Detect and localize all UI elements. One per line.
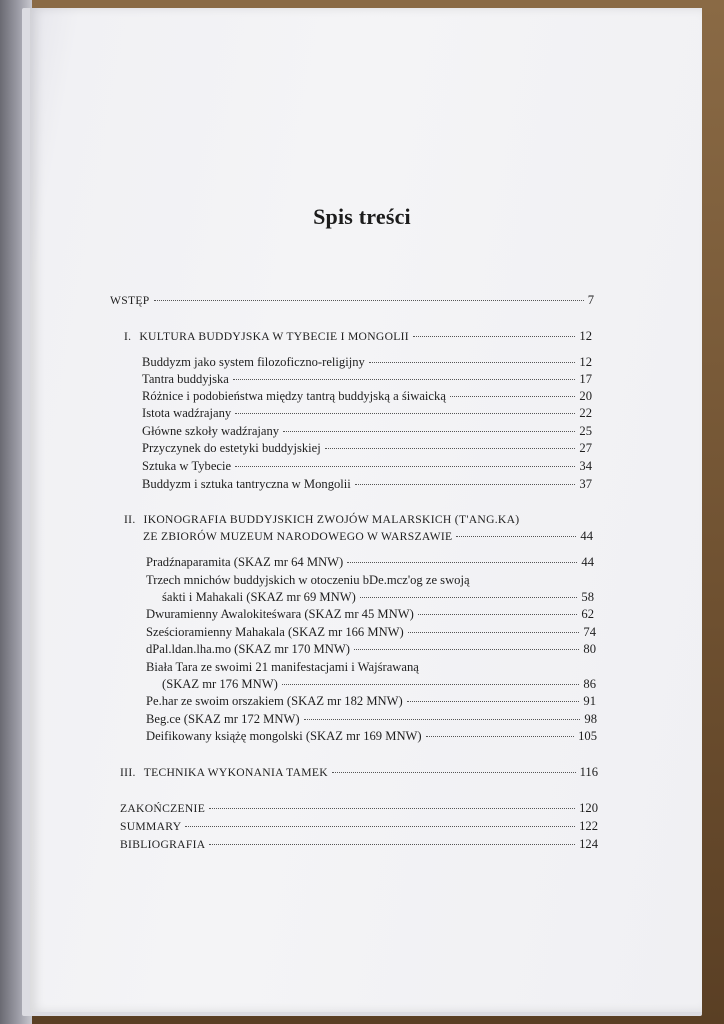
toc-entry-label: SUMMARY xyxy=(120,820,182,833)
toc-entry xyxy=(142,355,592,370)
toc-entry-page: 122 xyxy=(579,819,598,833)
toc-entry-bibliografia xyxy=(120,837,598,852)
toc-entry-page: 44 xyxy=(581,555,594,569)
toc-entry-label: (SKAZ mr 176 MNW) xyxy=(162,677,278,691)
page-title: Spis treści xyxy=(313,204,411,229)
toc-leader-dots xyxy=(360,597,578,598)
toc-chapter-number: I. xyxy=(124,330,132,343)
toc-entry-label: IKONOGRAFIA BUDDYJSKICH ZWOJÓW MALARSKICH (T'ANG.KA) xyxy=(143,513,520,526)
toc-entry-page: 120 xyxy=(579,801,598,815)
toc-leader-dots xyxy=(408,632,580,633)
toc-entry-summary xyxy=(120,819,598,834)
toc-leader-dots xyxy=(209,844,575,845)
toc-entry-page: 116 xyxy=(579,765,598,779)
toc-entry-page: 25 xyxy=(579,424,592,438)
toc-entry-page: 74 xyxy=(583,625,596,639)
toc-entry-label: Pe.har ze swoim orszakiem (SKAZ mr 182 MNW) xyxy=(146,694,403,708)
toc-chapter-1 xyxy=(124,329,592,344)
toc-entry-label: Główne szkoły wadźrajany xyxy=(142,424,280,438)
toc-entry-label: ZAKOŃCZENIE xyxy=(120,802,206,815)
toc-entry-label: śakti i Mahakali (SKAZ mr 69 MNW) xyxy=(162,590,356,604)
toc-entry xyxy=(146,555,594,570)
toc-leader-dots xyxy=(354,649,579,650)
toc-chapter-number: II. xyxy=(124,513,136,526)
toc-entry-page: 37 xyxy=(579,477,592,491)
toc-entry xyxy=(142,406,592,421)
toc-entry xyxy=(146,607,594,622)
toc-entry-label: KULTURA BUDDYJSKA W TYBECIE I MONGOLII xyxy=(139,330,409,343)
toc-entry-page: 91 xyxy=(583,694,596,708)
toc-leader-dots xyxy=(185,826,575,827)
toc-entry-page: 22 xyxy=(579,406,592,420)
toc-entry xyxy=(142,459,592,474)
toc-entry xyxy=(142,372,592,387)
toc-entry xyxy=(146,729,597,744)
toc-entry-label: ZE ZBIORÓW MUZEUM NARODOWEGO W WARSZAWIE xyxy=(143,530,453,543)
toc-entry-label: TECHNIKA WYKONANIA TAMEK xyxy=(143,766,328,779)
toc-entry-label: Różnice i podobieństwa między tantrą buddyjską a śiwaicką xyxy=(142,389,446,403)
toc-entry-label: Tantra buddyjska xyxy=(142,372,229,386)
toc-entry-label: BIBLIOGRAFIA xyxy=(120,838,206,851)
toc-entry xyxy=(142,424,592,439)
toc-entry-label: dPal.ldan.lha.mo (SKAZ mr 170 MNW) xyxy=(146,642,350,656)
toc-entry-label: Istota wadźrajany xyxy=(142,406,232,420)
toc-leader-dots xyxy=(209,808,575,809)
toc-entry-page: 7 xyxy=(587,293,594,307)
toc-leader-dots xyxy=(355,484,576,485)
toc-chapter-2 xyxy=(143,529,593,544)
toc-leader-dots xyxy=(283,431,575,432)
toc-leader-dots xyxy=(426,736,574,737)
toc-entry xyxy=(146,694,596,709)
toc-entry-page: 27 xyxy=(579,441,592,455)
toc-leader-dots xyxy=(282,684,580,685)
toc-entry-label: Pradźnaparamita (SKAZ mr 64 MNW) xyxy=(146,555,344,569)
toc-entry-page: 124 xyxy=(579,837,598,851)
toc-entry-line: Biała Tara ze swoimi 21 manifestacjami i Wajśrawaną xyxy=(146,660,419,674)
toc-entry-page: 12 xyxy=(579,329,592,343)
toc-chapter-number: III. xyxy=(120,766,136,779)
toc-entry xyxy=(146,642,596,657)
toc-leader-dots xyxy=(407,701,580,702)
toc-entry-page: 105 xyxy=(578,729,597,743)
toc-leader-dots xyxy=(413,336,575,337)
toc-entry-page: 80 xyxy=(583,642,596,656)
toc-leader-dots xyxy=(450,396,575,397)
toc-entry-label: Dwuramienny Awalokiteśwara (SKAZ mr 45 MNW) xyxy=(146,607,414,621)
toc-entry-line: Trzech mnichów buddyjskich w otoczeniu bDe.mcz'og ze swoją xyxy=(146,573,470,587)
toc-entry xyxy=(146,712,597,727)
toc-chapter-3 xyxy=(120,765,598,780)
toc-leader-dots xyxy=(332,772,576,773)
toc-entry-page: 12 xyxy=(579,355,592,369)
toc-entry xyxy=(162,677,596,692)
toc-entry-page: 86 xyxy=(583,677,596,691)
toc-entry-zakonczenie xyxy=(120,801,598,816)
toc-entry-label: Buddyzm i sztuka tantryczna w Mongolii xyxy=(142,477,351,491)
book-page xyxy=(30,8,702,1012)
toc-entry-label: Sześcioramienny Mahakala (SKAZ mr 166 MNW) xyxy=(146,625,404,639)
toc-leader-dots xyxy=(456,536,576,537)
toc-leader-dots xyxy=(418,614,578,615)
toc-entry-wstep xyxy=(110,293,594,308)
toc-entry xyxy=(146,625,596,640)
toc-entry xyxy=(142,477,592,492)
toc-entry-page: 20 xyxy=(579,389,592,403)
toc-leader-dots xyxy=(347,562,577,563)
toc-entry-page: 34 xyxy=(579,459,592,473)
toc-entry-label: Przyczynek do estetyki buddyjskiej xyxy=(142,441,321,455)
toc-leader-dots xyxy=(304,719,581,720)
toc-chapter-2-heading xyxy=(124,512,519,527)
toc-entry-page: 58 xyxy=(581,590,594,604)
toc-leader-dots xyxy=(235,413,575,414)
toc-entry-label: Deifikowany książę mongolski (SKAZ mr 169 MNW) xyxy=(146,729,422,743)
toc-entry-page: 62 xyxy=(581,607,594,621)
toc-entry-label: Beg.ce (SKAZ mr 172 MNW) xyxy=(146,712,300,726)
toc-entry xyxy=(162,590,594,605)
toc-leader-dots xyxy=(325,448,576,449)
toc-entry-label: Buddyzm jako system filozoficzno-religijny xyxy=(142,355,365,369)
toc-entry-page: 17 xyxy=(579,372,592,386)
toc-entry-page: 98 xyxy=(584,712,597,726)
toc-leader-dots xyxy=(233,379,576,380)
toc-leader-dots xyxy=(154,300,584,301)
toc-entry xyxy=(142,441,592,456)
toc-entry xyxy=(142,389,592,404)
toc-leader-dots xyxy=(235,466,575,467)
toc-entry-label: Sztuka w Tybecie xyxy=(142,459,232,473)
toc-entry-label: WSTĘP xyxy=(110,294,150,307)
toc-leader-dots xyxy=(369,362,576,363)
toc-entry-page: 44 xyxy=(580,529,593,543)
